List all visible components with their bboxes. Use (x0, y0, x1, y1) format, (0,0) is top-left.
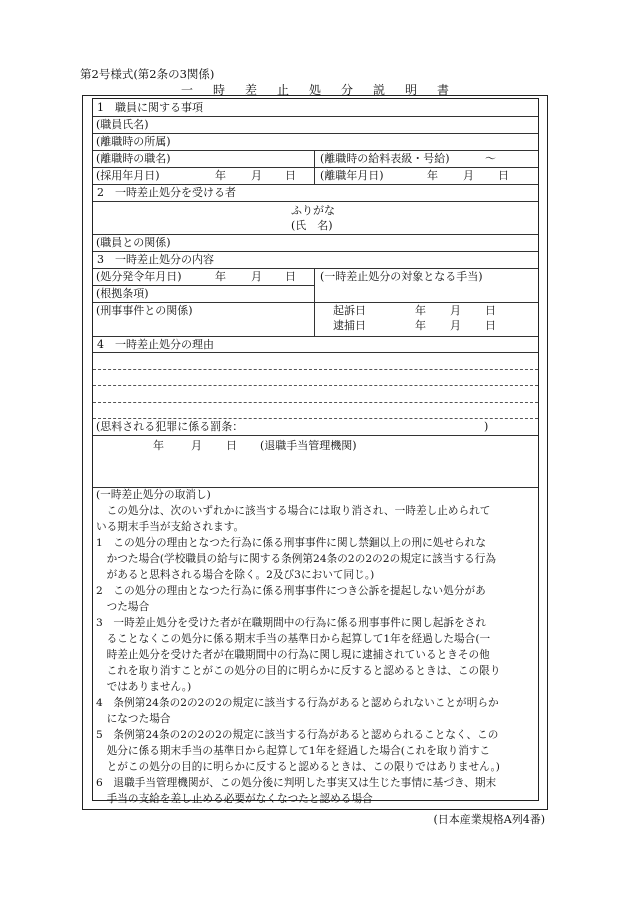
form-number: 第2号様式(第2条の3関係) (80, 67, 215, 81)
section1-heading-row (93, 99, 538, 117)
retire-month: 月 (463, 169, 474, 182)
notes-line: 手当の支給を差し止める必要がなくなつたと認める場合 (96, 793, 373, 805)
salary-tilde: ～ (485, 152, 496, 165)
retire-day: 日 (498, 169, 509, 182)
notes-line: つた場合 (96, 601, 150, 613)
arrest-year: 年 (415, 319, 426, 332)
issue-year: 年 (215, 270, 226, 283)
notes-line: ではありません。) (96, 681, 192, 693)
retire-date-label: (離職年月日) (320, 169, 384, 182)
notes-line: これを取り消すことがこの処分の目的に明らかに反すると認めるときは、この限り (96, 665, 501, 677)
authority-label: (退職手当管理機関) (260, 439, 357, 452)
furigana-label: ふりがな (291, 204, 335, 217)
indictment-date-label: 起訴日 (333, 304, 366, 317)
section3-heading: 3 一時差止処分の内容 (97, 253, 214, 266)
reason-line-2 (93, 369, 538, 386)
crime-penalty-row (93, 418, 538, 436)
criminal-relation-row (93, 302, 538, 337)
salary-grade-label: (離職時の給料表級・号給) (320, 152, 450, 165)
notes-line: 3 一時差止処分を受けた者が在職期間中の行為に係る刑事事件に関し起訴をされ (96, 617, 486, 629)
section3-divider (314, 268, 315, 336)
issue-month: 月 (251, 270, 262, 283)
form-table (92, 98, 539, 805)
section1-divider (314, 150, 315, 184)
issue-day: 日 (285, 270, 296, 283)
notes-heading: (一時差止処分の取消し) (96, 489, 211, 501)
authority-year: 年 (153, 439, 164, 452)
notes-line: 5 条例第24条の2の2の2の規定に該当する行為があると認められることなく、この (96, 729, 499, 741)
reason-line-1 (93, 352, 538, 370)
notes-line: 時差止処分を受けた者が在職期間中の行為に関し現に逮捕されているときその他 (96, 649, 490, 661)
relationship-row (93, 234, 538, 252)
notes-line: 4 条例第24条の2の2の2の規定に該当する行為があると認められないことが明らか (96, 697, 499, 709)
notes-line: になつた場合 (96, 713, 171, 725)
notes-line: ることなくこの処分に係る期末手当の基準日から起算して1年を経過した場合(一 (96, 633, 491, 645)
section2-heading: 2 一時差止処分を受ける者 (97, 186, 236, 199)
notes-line: とがこの処分の目的に明らかに反すると認めるときは、この限りではありません。) (96, 761, 500, 773)
hire-year: 年 (215, 169, 226, 182)
section4-heading: 4 一時差止処分の理由 (97, 338, 214, 351)
section1-heading: 1 職員に関する事項 (97, 101, 203, 114)
department-label: (離職時の所属) (96, 135, 171, 148)
retire-year: 年 (427, 169, 438, 182)
reason-line-3 (93, 385, 538, 403)
indictment-day: 日 (485, 304, 496, 317)
employee-name-label: (職員氏名) (96, 118, 149, 131)
hire-month: 月 (251, 169, 262, 182)
arrest-month: 月 (450, 319, 461, 332)
arrest-day: 日 (485, 319, 496, 332)
section3-heading-row (93, 251, 538, 269)
legal-basis-label: (根拠条項) (96, 287, 149, 300)
legal-basis-row (93, 285, 538, 303)
notes-line: 6 退職手当管理機関が、この処分後に判明した事実又は生じた事情に基づき、期末 (96, 777, 497, 789)
reason-line-4 (93, 402, 538, 419)
notes-line: かつた場合(学校職員の給与に関する条例第24条の2の2の2の規定に該当する行為 (96, 553, 497, 565)
department-row (93, 133, 538, 151)
authority-row (93, 435, 538, 488)
notes-line: があると思料される場合を除く。2及び3において同じ。) (96, 569, 375, 581)
notes-line: 1 この処分の理由となつた行為に係る刑事事件に関し禁錮以上の刑に処せられな (96, 537, 486, 549)
crime-penalty-label: (思料される犯罪に係る罰条： (96, 420, 244, 433)
issue-date-row (93, 268, 314, 286)
section4-heading-row (93, 336, 538, 353)
notes-line: 処分に係る期末手当の基準日から起算して1年を経過した場合(これを取り消すこ (96, 745, 491, 757)
criminal-relation-label: (刑事事件との関係) (96, 304, 193, 317)
recipient-name-label: (氏 名) (291, 219, 333, 232)
job-title-label: (離職時の職名) (96, 152, 171, 165)
relationship-label: (職員との関係) (96, 236, 171, 249)
notes-line: 2 この処分の理由となつた行為に係る刑事事件につき公訴を提起しない処分があ (96, 585, 486, 597)
crime-penalty-close: ) (484, 420, 489, 433)
section2-heading-row (93, 184, 538, 202)
recipient-name-row (93, 201, 538, 235)
job-title-row (93, 150, 538, 168)
indictment-year: 年 (415, 304, 426, 317)
issue-date-label: (処分発令年月日) (96, 270, 182, 283)
paper-standard: (日本産業規格A列4番) (433, 813, 545, 826)
hire-date-label: (採用年月日) (96, 169, 160, 182)
authority-month: 月 (191, 439, 202, 452)
arrest-date-label: 逮捕日 (333, 319, 366, 332)
notes-line: この処分は、次のいずれかに該当する場合には取り消され、一時差し止められて (96, 505, 491, 517)
employee-name-row (93, 116, 538, 134)
authority-day: 日 (226, 439, 237, 452)
indictment-month: 月 (450, 304, 461, 317)
hire-day: 日 (285, 169, 296, 182)
dates-row (93, 167, 538, 185)
document-title: 一時差止処分説明書 (180, 83, 469, 97)
target-allowance-label: (一時差止処分の対象となる手当) (320, 270, 483, 283)
notes-line: いる期末手当が支給されます。 (96, 521, 245, 533)
